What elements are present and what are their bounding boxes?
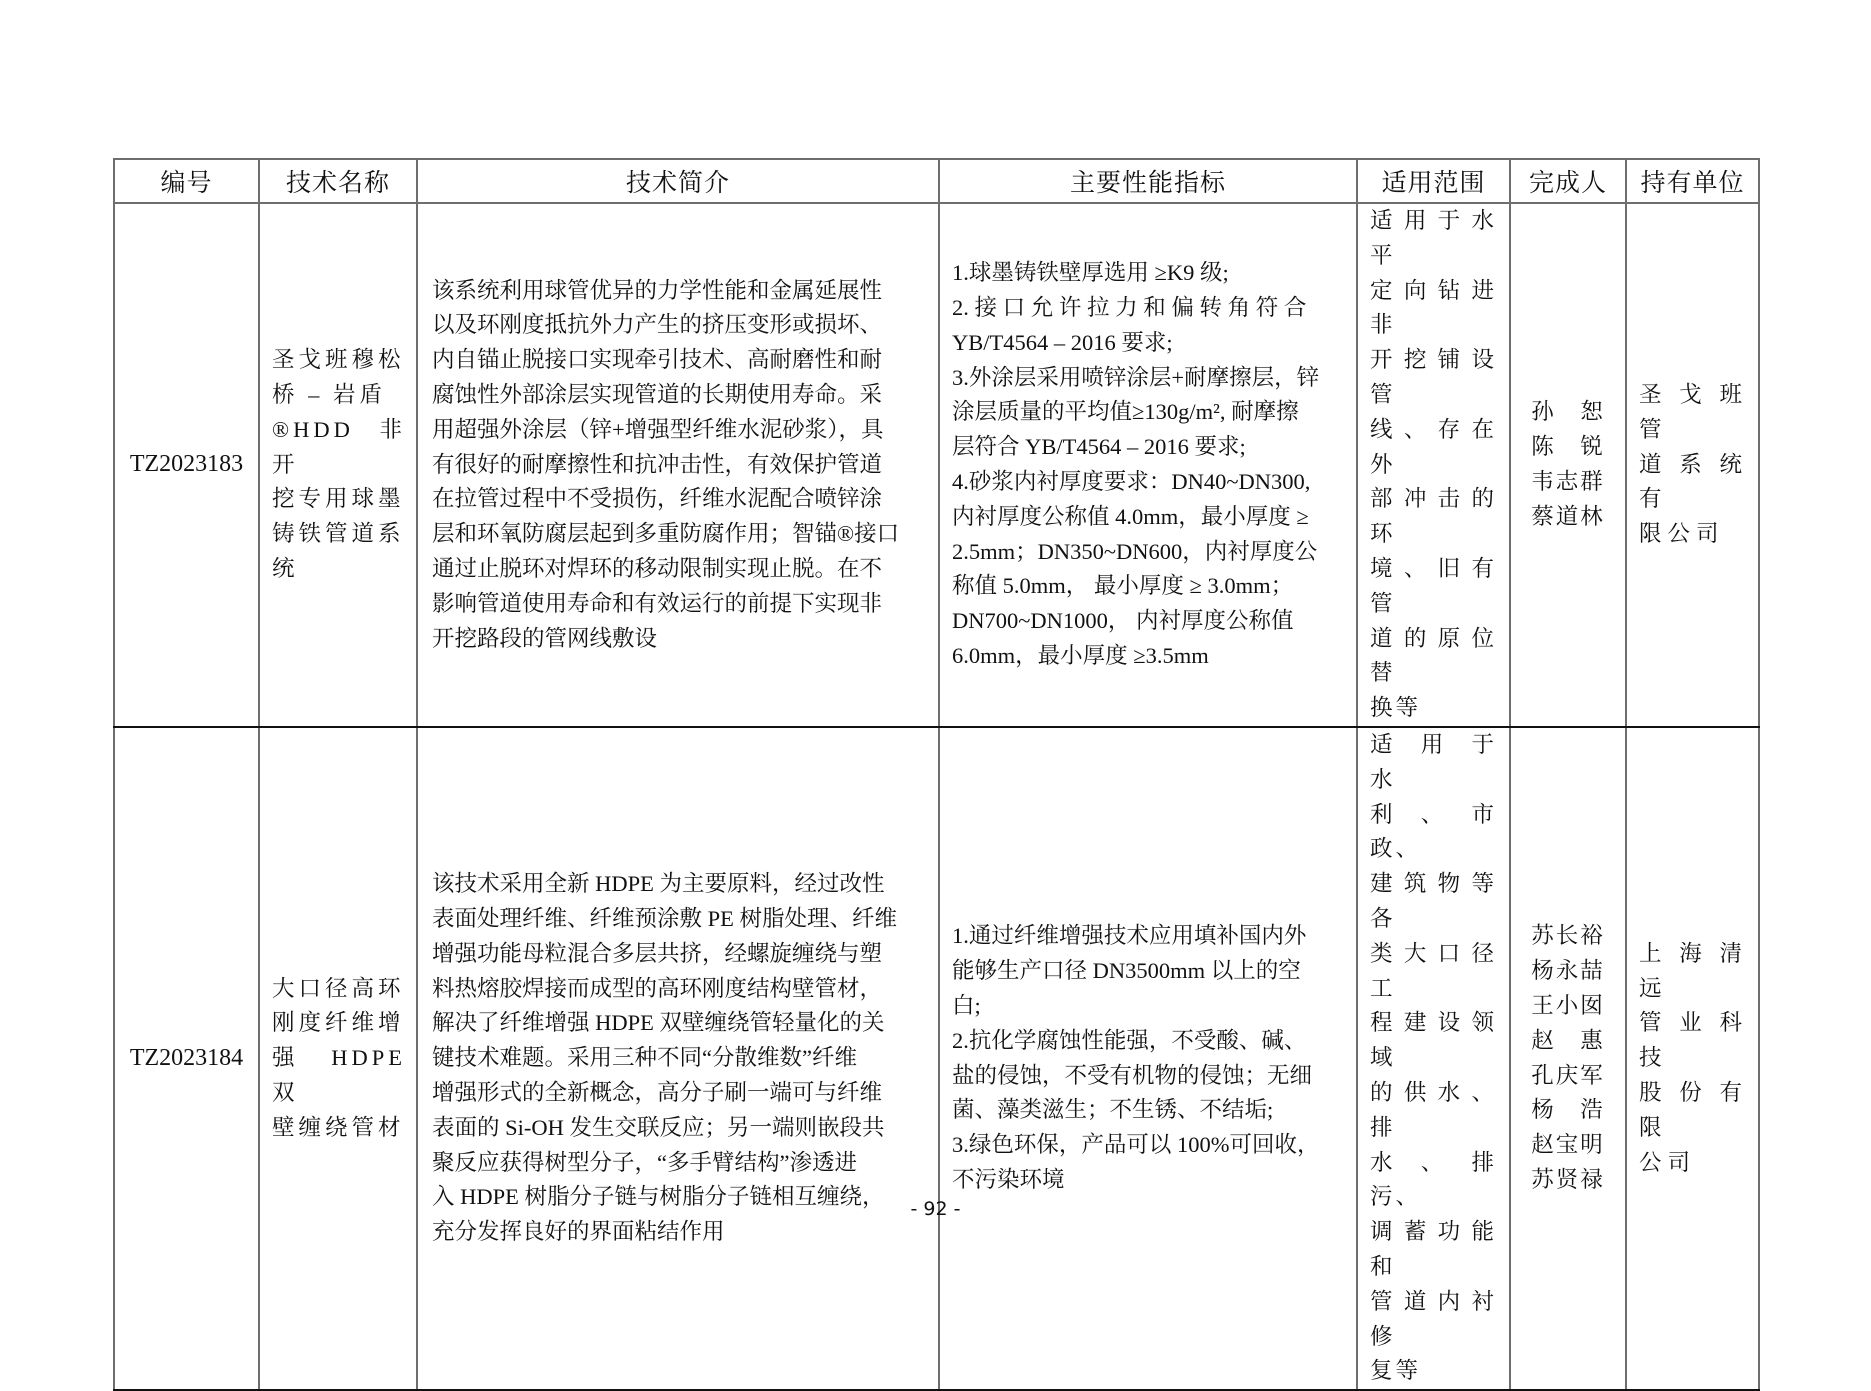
performance-cell bbox=[939, 203, 1357, 727]
intro-line: 腐蚀性外部涂层实现管道的长期使用寿命。采 bbox=[432, 381, 883, 407]
performance-line: 层符合 YB/T4564 – 2016 要求; bbox=[952, 434, 1246, 460]
tech-intro-cell bbox=[417, 203, 939, 727]
scope-line: 线、存在外 bbox=[1370, 416, 1497, 477]
performance-line: 6.0mm，最小厚度 ≥3.5mm bbox=[952, 642, 1209, 668]
tech-name-cell bbox=[259, 203, 417, 727]
performance-line: 4.砂浆内衬厚度要求：DN40~DN300, bbox=[952, 468, 1311, 494]
performance-line: 菌、藻类滋生；不生锈、不结垢; bbox=[952, 1097, 1274, 1123]
scope-line: 管道内衬修 bbox=[1370, 1288, 1497, 1349]
performance-line: 内衬厚度公称值 4.0mm，最小厚度 ≥ bbox=[952, 503, 1309, 529]
performance-line: 2. 接 口 允 许 拉 力 和 偏 转 角 符 合 bbox=[952, 294, 1307, 320]
holder-line: 管业科技 bbox=[1639, 1010, 1748, 1071]
person-name: 苏长裕 bbox=[1531, 923, 1605, 949]
scope-line: 水、排污、 bbox=[1370, 1149, 1497, 1210]
tech-id: TZ2023184 bbox=[129, 1045, 244, 1072]
header-holder: 持有单位 bbox=[1626, 159, 1759, 203]
scope-line: 部冲击的环 bbox=[1370, 486, 1497, 547]
intro-line: 入 HDPE 树脂分子链与树脂分子链相互缠绕， bbox=[432, 1184, 885, 1210]
scope-line: 开挖铺设管 bbox=[1370, 347, 1497, 407]
performance-line: 2.5mm；DN350~DN600，内衬厚度公 bbox=[952, 538, 1318, 564]
scope-line: 境、旧有管 bbox=[1370, 555, 1497, 616]
scope-line: 程建设领域 bbox=[1370, 1010, 1497, 1071]
intro-line: 开挖路段的管网线敷设 bbox=[432, 625, 658, 651]
tech-name-line: 强 HDPE 双 bbox=[272, 1045, 406, 1105]
person-name: 赵 惠 bbox=[1531, 1027, 1605, 1053]
person-name: 孔庆军 bbox=[1531, 1062, 1605, 1088]
tech-name-cell bbox=[259, 727, 417, 1390]
intro-line: 内自锚止脱接口实现牵引技术、高耐磨性和耐 bbox=[432, 347, 883, 373]
intro-line: 该系统利用球管优异的力学性能和金属延展性 bbox=[432, 277, 883, 303]
scope-line: 定向钻进非 bbox=[1370, 277, 1497, 338]
intro-line: 键技术难题。采用三种不同“分散维数”纤维 bbox=[432, 1045, 857, 1071]
tech-name-line: 桥 – 岩盾 bbox=[272, 381, 387, 407]
scope-line: 类大口径工 bbox=[1370, 940, 1497, 1001]
intro-line: 增强形式的全新概念，高分子刷一端可与纤维 bbox=[432, 1079, 883, 1105]
performance-line: 称值 5.0mm， 最小厚度 ≥ 3.0mm； bbox=[952, 573, 1294, 599]
intro-line: 表面的 Si-OH 发生交联反应；另一端则嵌段共 bbox=[432, 1114, 885, 1140]
person-name: 王小囡 bbox=[1531, 992, 1605, 1018]
person-name: 杨永喆 bbox=[1531, 958, 1605, 984]
performance-line: 1.球墨铸铁壁厚选用 ≥K9 级; bbox=[952, 260, 1229, 286]
person-name: 赵宝明 bbox=[1531, 1132, 1605, 1158]
scope-cell bbox=[1357, 727, 1510, 1390]
performance-line: 1.通过纤维增强技术应用填补国内外 bbox=[952, 923, 1307, 949]
scope-line: 换等 bbox=[1370, 695, 1422, 721]
performance-line: 能够生产口径 DN3500mm 以上的空 bbox=[952, 958, 1301, 984]
person-name: 韦志群 bbox=[1531, 468, 1605, 494]
person-name: 蔡道林 bbox=[1531, 503, 1605, 529]
scope-line: 复等 bbox=[1370, 1358, 1422, 1384]
performance-line: 白; bbox=[952, 992, 981, 1018]
tech-id-cell bbox=[114, 727, 259, 1390]
intro-line: 该技术采用全新 HDPE 为主要原料，经过改性 bbox=[432, 871, 885, 897]
performance-line: 不污染环境 bbox=[952, 1166, 1065, 1192]
scope-line: 建筑物等各 bbox=[1370, 871, 1497, 931]
intro-line: 在拉管过程中不受损伤，纤维水泥配合喷锌涂 bbox=[432, 486, 883, 512]
scope-line: 利、市政、 bbox=[1370, 801, 1497, 862]
person-name: 杨 浩 bbox=[1531, 1097, 1605, 1123]
table-row bbox=[114, 727, 1759, 1390]
intro-line: 通过止脱环对焊环的移动限制实现止脱。在不 bbox=[432, 555, 883, 581]
tech-intro-cell bbox=[417, 727, 939, 1390]
holder-line: 道系统有 bbox=[1639, 451, 1748, 512]
holder-line: 圣戈班管 bbox=[1639, 381, 1748, 442]
intro-line: 影响管道使用寿命和有效运行的前提下实现非 bbox=[432, 590, 883, 616]
tech-name-line: 壁缠绕管材 bbox=[272, 1114, 405, 1140]
scope-line: 适用于水平 bbox=[1370, 208, 1497, 268]
performance-line: 2.抗化学腐蚀性能强，不受酸、碱、 bbox=[952, 1027, 1307, 1053]
tech-name-line: 铸铁管道系 bbox=[272, 521, 405, 547]
intro-line: 增强功能母粒混合多层共挤，经螺旋缠绕与塑 bbox=[432, 940, 883, 966]
scope-line: 道的原位替 bbox=[1370, 625, 1497, 686]
holder-cell bbox=[1626, 727, 1759, 1390]
intro-line: 料热熔胶焊接而成型的高环刚度结构壁管材， bbox=[432, 975, 883, 1001]
holder-line: 限公司 bbox=[1639, 521, 1725, 547]
performance-line: DN700~DN1000， 内衬厚度公称值 bbox=[952, 608, 1294, 634]
intro-line: 充分发挥良好的界面粘结作用 bbox=[432, 1219, 725, 1245]
table-row bbox=[114, 203, 1759, 727]
tech-id: TZ2023183 bbox=[129, 451, 244, 478]
tech-name-line: 圣戈班穆松 bbox=[272, 347, 405, 373]
intro-line: 解决了纤维增强 HDPE 双壁缠绕管轻量化的关 bbox=[432, 1010, 885, 1036]
intro-line: 层和环氧防腐层起到多重防腐作用；智锚®接口 bbox=[432, 521, 900, 547]
header-people: 完成人 bbox=[1510, 159, 1626, 203]
performance-line: 3.外涂层采用喷锌涂层+耐摩擦层，锌 bbox=[952, 364, 1320, 390]
performance-line: 盐的侵蚀，不受有机物的侵蚀；无细 bbox=[952, 1062, 1313, 1088]
scope-line: 调蓄功能和 bbox=[1370, 1219, 1497, 1279]
intro-line: 以及环刚度抵抗外力产生的挤压变形或损坏、 bbox=[432, 312, 883, 338]
header-tech-intro: 技术简介 bbox=[417, 159, 939, 203]
tech-name-line: ®HDD 非开 bbox=[272, 416, 406, 477]
intro-line: 聚反应获得树型分子，“多手臂结构”渗透进 bbox=[432, 1149, 857, 1175]
tech-name-line: 刚度纤维增 bbox=[272, 1010, 405, 1036]
people-cell bbox=[1510, 727, 1626, 1390]
performance-cell bbox=[939, 727, 1357, 1390]
header-scope: 适用范围 bbox=[1357, 159, 1510, 203]
person-name: 苏贤禄 bbox=[1531, 1166, 1605, 1192]
holder-line: 上海清远 bbox=[1639, 940, 1748, 1001]
header-tech-name: 技术名称 bbox=[259, 159, 417, 203]
intro-line: 用超强外涂层（锌+增强型纤维水泥砂浆），具 bbox=[432, 416, 884, 442]
tech-name-line: 大口径高环 bbox=[272, 975, 405, 1001]
header-performance: 主要性能指标 bbox=[939, 159, 1357, 203]
scope-line: 适 用 于 水 bbox=[1370, 731, 1497, 792]
person-name: 孙 恕 bbox=[1531, 399, 1605, 425]
tech-name-line: 挖专用球墨 bbox=[272, 486, 405, 512]
performance-line: 涂层质量的平均值≥130g/m², 耐摩擦 bbox=[952, 399, 1299, 425]
person-name: 陈 锐 bbox=[1531, 434, 1605, 460]
holder-cell bbox=[1626, 203, 1759, 727]
tech-id-cell bbox=[114, 203, 259, 727]
table-header-row bbox=[114, 159, 1759, 203]
holder-line: 公司 bbox=[1639, 1149, 1697, 1175]
performance-line: YB/T4564 – 2016 要求; bbox=[952, 329, 1173, 355]
scope-cell bbox=[1357, 203, 1510, 727]
header-id: 编号 bbox=[114, 159, 259, 203]
tech-name-line: 统 bbox=[272, 555, 299, 581]
scope-line: 的供水、排 bbox=[1370, 1079, 1497, 1140]
performance-line: 3.绿色环保，产品可以 100%可回收， bbox=[952, 1132, 1320, 1158]
intro-line: 表面处理纤维、纤维预涂敷 PE 树脂处理、纤维 bbox=[432, 905, 898, 931]
people-cell bbox=[1510, 203, 1626, 727]
intro-line: 有很好的耐摩擦性和抗冲击性，有效保护管道 bbox=[432, 451, 883, 477]
holder-line: 股份有限 bbox=[1639, 1079, 1748, 1140]
page-number: - 92 - bbox=[910, 1198, 961, 1220]
